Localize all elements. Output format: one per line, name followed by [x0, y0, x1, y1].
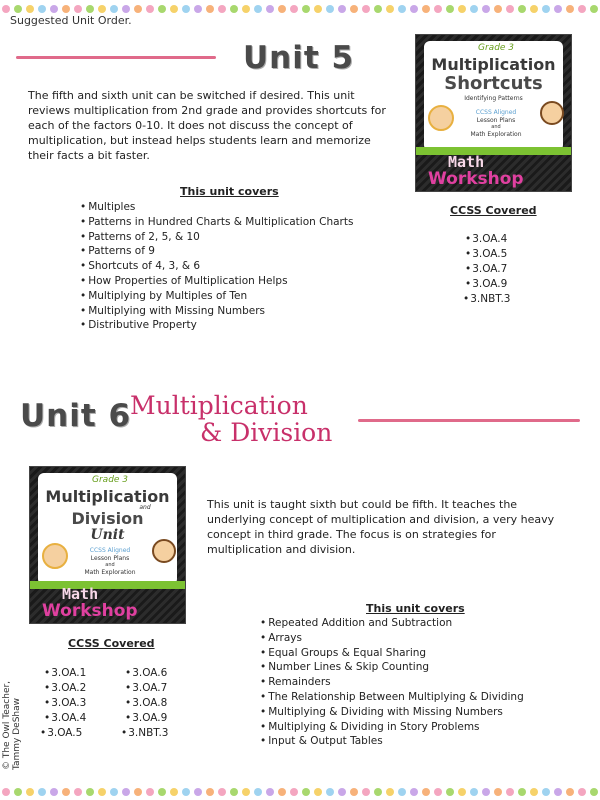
border-dot [146, 5, 154, 13]
cover-division: Division [71, 509, 144, 528]
border-dot [458, 788, 466, 796]
list-item: • Multiplying & Dividing with Missing Numbers [260, 705, 524, 720]
cover-grade: Grade 3 [478, 43, 515, 53]
unit6-script-title-line2: & Division [200, 418, 333, 447]
border-dot [122, 788, 130, 796]
unit6-line: This unit is taught sixth but could be fifth. It teaches the [207, 498, 518, 511]
border-dot [350, 5, 358, 13]
border-dot [62, 5, 70, 13]
border-dot [362, 788, 370, 796]
list-item: • Multiples [80, 200, 353, 215]
unit5-description [28, 88, 408, 163]
border-dot [494, 5, 502, 13]
border-dot [182, 788, 190, 796]
unit6-ccss-list-col1 [44, 666, 86, 741]
copyright-credit: © The Owl Teacher, Tammy DeShaw [2, 680, 22, 770]
kid-right-illustration [152, 539, 176, 563]
cover-lesson: Lesson Plans [90, 555, 130, 562]
unit5-divider [16, 56, 216, 59]
list-item: • Repeated Addition and Subtraction [260, 616, 524, 631]
list-item: • 3.OA.5 [40, 726, 86, 741]
border-dot [542, 5, 550, 13]
border-dot [278, 5, 286, 13]
border-dot [506, 5, 514, 13]
cover-subtitle-title: Shortcuts [444, 73, 543, 94]
border-dot [314, 5, 322, 13]
list-item: • 3.OA.2 [44, 681, 86, 696]
border-dot [230, 5, 238, 13]
border-dot [326, 5, 334, 13]
list-item: • 3.OA.5 [465, 247, 510, 262]
unit5-title: Unit 5 [243, 40, 355, 76]
cover-lesson: Lesson Plans [476, 117, 516, 124]
kid-right-illustration [540, 101, 564, 125]
unit6-description [207, 497, 587, 557]
list-item: • 3.NBT.3 [121, 726, 168, 741]
cover-title: Multiplication [431, 55, 556, 74]
list-item: • 3.OA.9 [125, 711, 168, 726]
border-dot [350, 788, 358, 796]
unit6-covers-list [260, 616, 524, 749]
unit6-line: multiplication and division. [207, 543, 356, 556]
border-dot [98, 5, 106, 13]
border-dot [434, 788, 442, 796]
list-item: • 3.OA.7 [465, 262, 510, 277]
border-dot [482, 788, 490, 796]
list-item: • Input & Output Tables [260, 734, 524, 749]
border-dot [338, 5, 346, 13]
border-dot [110, 788, 118, 796]
list-item: • Multiplying with Missing Numbers [80, 304, 353, 319]
border-dot [290, 788, 298, 796]
list-item: • Distributive Property [80, 318, 353, 333]
border-dot [302, 788, 310, 796]
list-item: • 3.NBT.3 [463, 292, 510, 307]
list-item: • Shortcuts of 4, 3, & 6 [80, 259, 353, 274]
border-dot [386, 788, 394, 796]
cover-grade: Grade 3 [92, 475, 129, 485]
border-dot [374, 5, 382, 13]
border-dot [134, 788, 142, 796]
border-dot [470, 5, 478, 13]
unit5-line: reviews multiplication from 2nd grade and provides shortcuts for [28, 104, 386, 117]
border-dot [566, 5, 574, 13]
unit5-covers-list [80, 200, 353, 333]
unit5-line: multiplication, but instead helps students learn and memorize [28, 134, 371, 147]
border-dot [314, 788, 322, 796]
unit5-ccss-list [465, 232, 510, 307]
unit5-line: their facts a bit faster. [28, 149, 150, 162]
bottom-dot-border [0, 785, 600, 799]
border-dot [26, 5, 34, 13]
border-dot [290, 5, 298, 13]
cover-unit: Unit [90, 527, 125, 543]
list-item: • 3.OA.4 [44, 711, 86, 726]
unit5-line: The fifth and sixth unit can be switched if desired. This unit [28, 89, 355, 102]
border-dot [362, 5, 370, 13]
border-dot [158, 788, 166, 796]
border-dot [50, 788, 58, 796]
list-item: • The Relationship Between Multiplying & Dividing [260, 690, 524, 705]
unit5-ccss-heading: CCSS Covered [450, 204, 537, 217]
unit6-covers-heading: This unit covers [366, 602, 465, 615]
kid-left-illustration [428, 105, 454, 131]
border-dot [26, 788, 34, 796]
border-dot [242, 788, 250, 796]
border-dot [170, 788, 178, 796]
cover-math: Math [448, 153, 485, 171]
list-item: • How Properties of Multiplication Helps [80, 274, 353, 289]
border-dot [206, 5, 214, 13]
cover-ccss-aligned: CCSS Aligned [475, 109, 517, 116]
border-dot [14, 5, 22, 13]
list-item: • 3.OA.7 [125, 681, 168, 696]
cover-exploration: Math Exploration [84, 569, 136, 576]
border-dot [206, 788, 214, 796]
unit6-line: underlying concept of multiplication and division, a very heavy [207, 513, 555, 526]
border-dot [590, 788, 598, 796]
border-dot [74, 788, 82, 796]
border-dot [494, 788, 502, 796]
border-dot [218, 5, 226, 13]
border-dot [302, 5, 310, 13]
border-dot [518, 5, 526, 13]
list-item: • Remainders [260, 675, 524, 690]
cover-workshop: Workshop [428, 169, 524, 189]
border-dot [386, 5, 394, 13]
border-dot [254, 5, 262, 13]
border-dot [254, 788, 262, 796]
unit5-line: each of the factors 0-10. It does not discuss the concept of [28, 119, 353, 132]
border-dot [554, 788, 562, 796]
border-dot [134, 5, 142, 13]
border-dot [446, 5, 454, 13]
list-item: • Equal Groups & Equal Sharing [260, 646, 524, 661]
kid-left-illustration [42, 543, 68, 569]
unit6-ccss-heading: CCSS Covered [68, 637, 155, 650]
border-dot [374, 788, 382, 796]
unit6-script-title-line1: Multiplication [130, 391, 308, 420]
cover-workshop: Workshop [42, 601, 138, 621]
border-dot [14, 788, 22, 796]
border-dot [146, 788, 154, 796]
border-dot [194, 5, 202, 13]
suggested-order-label: Suggested Unit Order. [10, 14, 132, 27]
border-dot [554, 5, 562, 13]
list-item: • Patterns of 2, 5, & 10 [80, 230, 353, 245]
list-item: • Number Lines & Skip Counting [260, 660, 524, 675]
cover-title: Multiplication [45, 487, 170, 506]
border-dot [446, 788, 454, 796]
border-dot [458, 5, 466, 13]
border-dot [50, 5, 58, 13]
cover-and: and [105, 562, 115, 568]
cover-subtitle: Identifying Patterns [464, 95, 523, 102]
border-dot [218, 788, 226, 796]
list-item: • Multiplying by Multiples of Ten [80, 289, 353, 304]
list-item: • 3.OA.3 [44, 696, 86, 711]
border-dot [266, 788, 274, 796]
border-dot [2, 788, 10, 796]
border-dot [122, 5, 130, 13]
border-dot [278, 788, 286, 796]
border-dot [242, 5, 250, 13]
list-item: • 3.OA.4 [465, 232, 510, 247]
border-dot [590, 5, 598, 13]
border-dot [266, 5, 274, 13]
cover-math: Math [62, 585, 99, 603]
list-item: • Multiplying & Dividing in Story Problems [260, 720, 524, 735]
border-dot [110, 5, 118, 13]
cover-ccss-aligned: CCSS Aligned [89, 547, 131, 554]
border-dot [470, 788, 478, 796]
list-item: • Patterns of 9 [80, 244, 353, 259]
unit6-divider [358, 419, 580, 422]
border-dot [530, 5, 538, 13]
border-dot [38, 5, 46, 13]
border-dot [578, 788, 586, 796]
list-item: • Arrays [260, 631, 524, 646]
border-dot [98, 788, 106, 796]
unit5-cover-image [415, 34, 572, 192]
border-dot [542, 788, 550, 796]
list-item: • 3.OA.9 [465, 277, 510, 292]
border-dot [86, 5, 94, 13]
border-dot [398, 5, 406, 13]
border-dot [326, 788, 334, 796]
border-dot [578, 5, 586, 13]
list-item: • 3.OA.8 [125, 696, 168, 711]
list-item: • 3.OA.1 [44, 666, 86, 681]
border-dot [74, 5, 82, 13]
border-dot [398, 788, 406, 796]
list-item: • Patterns in Hundred Charts & Multiplication Charts [80, 215, 353, 230]
border-dot [182, 5, 190, 13]
border-dot [422, 788, 430, 796]
cover-and: and [491, 124, 501, 130]
unit6-title: Unit 6 [20, 398, 132, 434]
unit6-ccss-list-col2 [125, 666, 168, 741]
border-dot [434, 5, 442, 13]
list-item: • 3.OA.6 [125, 666, 168, 681]
unit6-line: concept in third grade. The focus is on strategies for [207, 528, 496, 541]
border-dot [482, 5, 490, 13]
border-dot [506, 788, 514, 796]
border-dot [422, 5, 430, 13]
border-dot [158, 5, 166, 13]
border-dot [62, 788, 70, 796]
unit6-cover-image [29, 466, 186, 624]
border-dot [566, 788, 574, 796]
border-dot [410, 788, 418, 796]
border-dot [86, 788, 94, 796]
border-dot [530, 788, 538, 796]
cover-and: and [139, 504, 151, 511]
border-dot [338, 788, 346, 796]
cover-exploration: Math Exploration [470, 131, 522, 138]
border-dot [410, 5, 418, 13]
border-dot [2, 5, 10, 13]
border-dot [38, 788, 46, 796]
unit5-covers-heading: This unit covers [180, 185, 279, 198]
border-dot [230, 788, 238, 796]
border-dot [518, 788, 526, 796]
border-dot [170, 5, 178, 13]
border-dot [194, 788, 202, 796]
